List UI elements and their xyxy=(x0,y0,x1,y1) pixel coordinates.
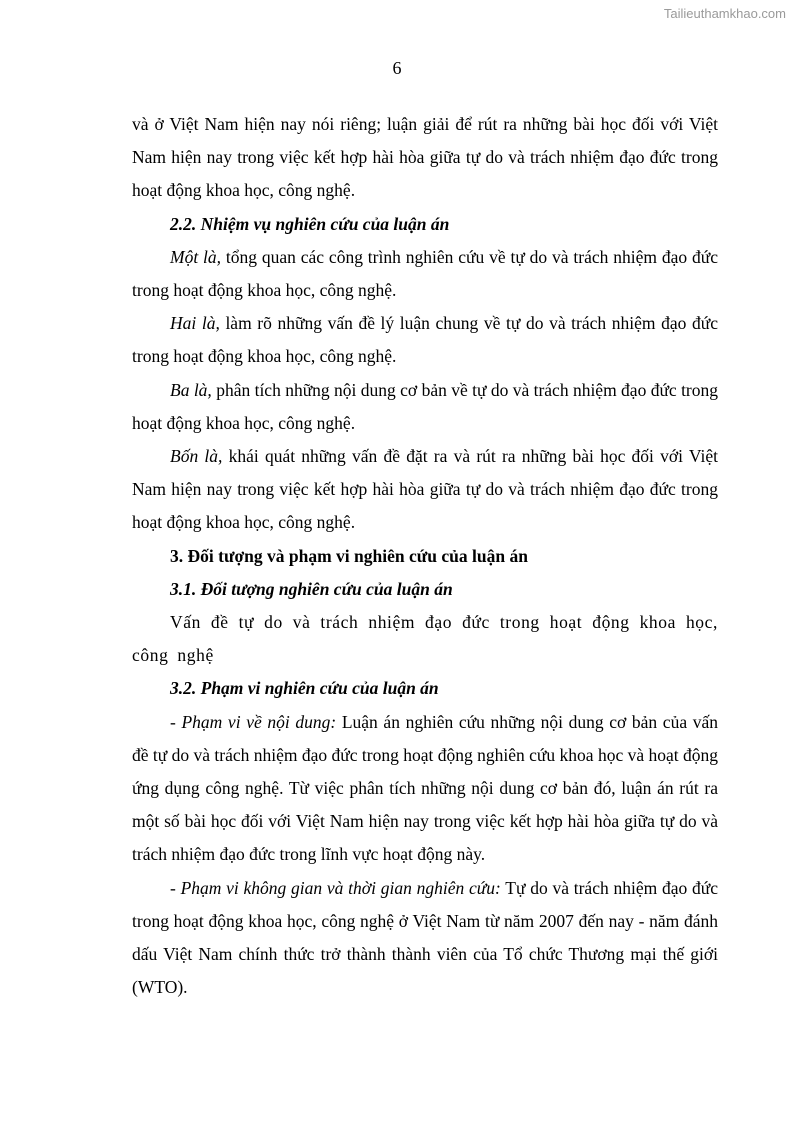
watermark: Tailieuthamkhao.com xyxy=(663,6,786,21)
task-2-lead: Hai là, xyxy=(170,313,220,334)
task-3-text: phân tích những nội dung cơ bản về tự do và trách nhiệm đạo đức trong hoạt động khoa học, công nghệ. xyxy=(132,379,719,433)
scope-content-text: Luận án nghiên cứu những nội dung cơ bản của vấn đề tự do và trách nhiệm đạo đức trong hoạt động nghiên cứu khoa học và hoạt động ứng dụng công nghệ. Từ việc phân tích những nội dung cơ bản đó, luận án rút ra một số bài học đối với Việt Nam hiện nay trong việc kết hợp hài hòa giữa tự do và trách nhiệm đạo đức trong lĩnh vực hoạt động này. xyxy=(132,711,719,865)
scope-space-time-text: Tự do và trách nhiệm đạo đức trong hoạt động khoa học, công nghệ ở Việt Nam từ năm 2007 đến nay - năm đánh dấu Việt Nam chính thức trở thành thành viên của Tổ chức Thương mại thế giới (WTO). xyxy=(132,877,718,998)
scope-space-time-lead: - Phạm vi không gian và thời gian nghiên cứu: xyxy=(170,877,501,898)
task-3-lead: Ba là, xyxy=(170,379,212,400)
task-1-text: tổng quan các công trình nghiên cứu về tự do và trách nhiệm đạo đức trong hoạt động khoa học, công nghệ. xyxy=(132,246,718,301)
task-4 xyxy=(132,440,718,540)
page-number: 6 xyxy=(392,58,402,78)
task-4-text: khái quát những vấn đề đặt ra và rút ra những bài học đối với Việt Nam hiện nay trong việc kết hợp hài hòa giữa tự do và trách nhiệm đạo đức trong hoạt động khoa học, công nghệ. xyxy=(132,446,718,533)
task-1-lead: Một là, xyxy=(170,246,222,267)
intro-continuation: và ở Việt Nam hiện nay nói riêng; luận giải để rút ra những bài học đối với Việt Nam hiện nay trong việc kết hợp hài hòa giữa tự do và trách nhiệm đạo đức trong hoạt động khoa học, công nghệ. xyxy=(132,114,718,201)
task-2-text: làm rõ những vấn đề lý luận chung về tự do và trách nhiệm đạo đức trong hoạt động khoa học, công nghệ. xyxy=(132,313,718,367)
scope-content xyxy=(132,706,718,872)
object-text: Vấn đề tự do và trách nhiệm đạo đức trong hoạt động khoa học, công nghệ xyxy=(132,612,718,666)
task-1 xyxy=(132,241,718,307)
task-2 xyxy=(132,307,718,373)
scope-space-time xyxy=(132,872,718,1005)
scope-content-lead: - Phạm vi về nội dung: xyxy=(170,711,337,732)
heading-3-2: 3.2. Phạm vi nghiên cứu của luận án xyxy=(170,678,439,699)
task-3 xyxy=(132,374,718,440)
task-4-lead: Bốn là, xyxy=(170,446,223,467)
heading-3: 3. Đối tượng và phạm vi nghiên cứu của luận án xyxy=(170,545,528,566)
heading-2-2: 2.2. Nhiệm vụ nghiên cứu của luận án xyxy=(170,213,450,234)
heading-3-1: 3.1. Đối tượng nghiên cứu của luận án xyxy=(170,578,453,599)
document-body xyxy=(132,108,718,1004)
